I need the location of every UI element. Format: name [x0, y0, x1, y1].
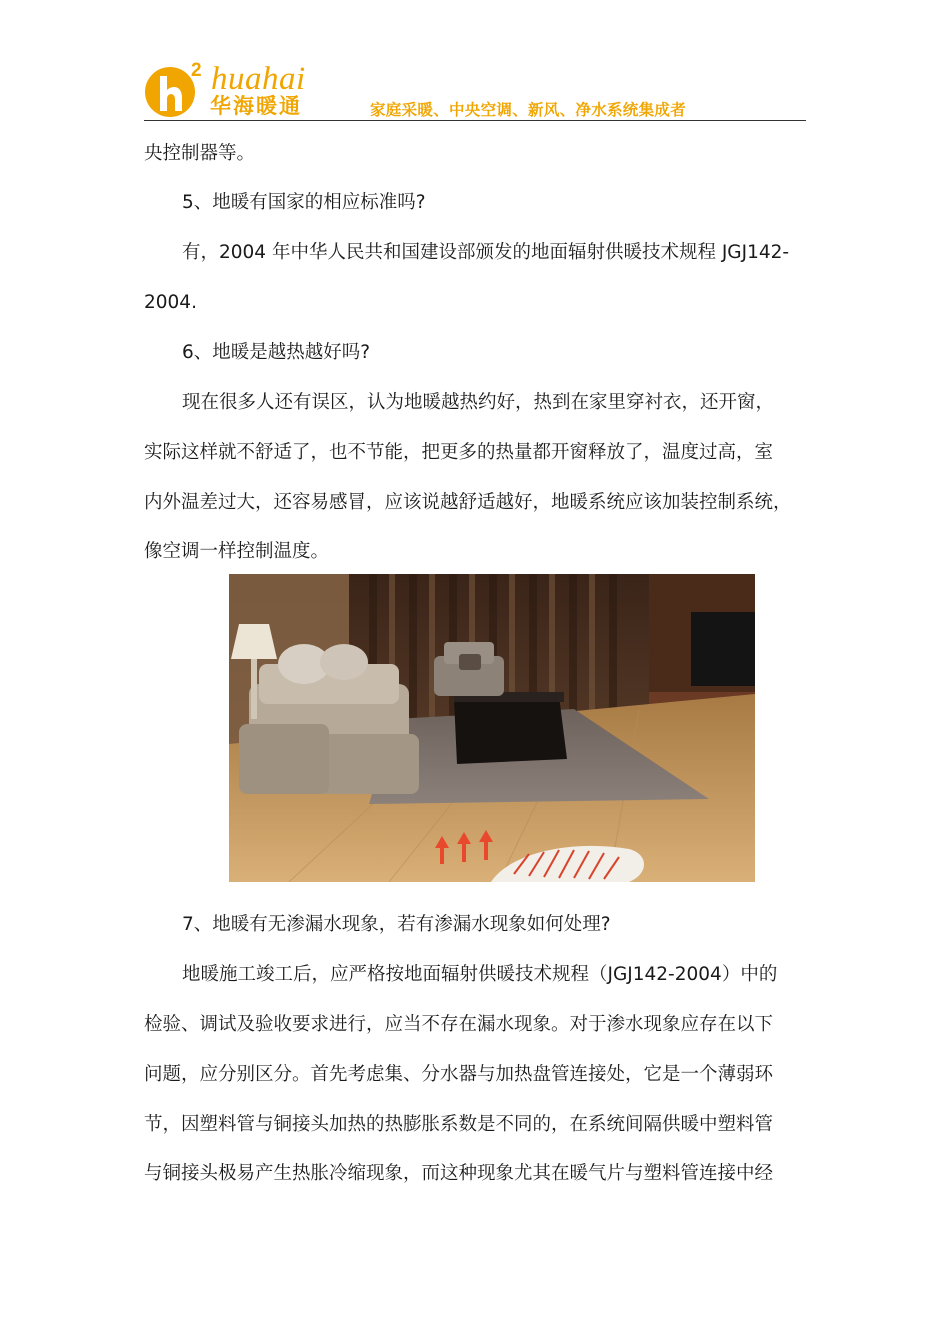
paragraph-line: 内外温差过大，还容易感冒，应该说越舒适越好，地暖系统应该加装控制系统， [144, 492, 792, 513]
logo-h-mark-icon [144, 66, 196, 118]
header-tagline: 家庭采暖、中央空调、新风、净水系统集成者 [370, 101, 687, 119]
paragraph-line: 现在很多人还有误区，认为地暖越热约好，热到在家里穿衬衣，还开窗， [182, 392, 775, 413]
paragraph-line: 问题，应分别区分。首先考虑集、分水器与加热盘管连接处，它是一个薄弱环 [144, 1064, 774, 1085]
logo-wordmark-cn: 华海暖通 [210, 94, 302, 118]
paragraph-line: 有，2004 年中华人民共和国建设部颁发的地面辐射供暖技术规程 JGJ142- [182, 242, 790, 263]
page-header [144, 60, 806, 122]
paragraph-line: 实际这样就不舒适了，也不节能，把更多的热量都开窗释放了，温度过高，室 [144, 442, 774, 463]
header-divider [144, 120, 806, 121]
question-heading: 7、地暖有无渗漏水现象，若有渗漏水现象如何处理? [182, 914, 611, 935]
paragraph-line: 央控制器等。 [144, 143, 256, 164]
paragraph-line: 像空调一样控制温度。 [144, 541, 330, 562]
living-room-floor-heating-photo [229, 574, 755, 882]
logo-wordmark-en: huahai [211, 61, 306, 97]
paragraph-line: 检验、调试及验收要求进行，应当不存在漏水现象。对于渗水现象应存在以下 [144, 1014, 774, 1035]
logo-superscript: 2 [191, 60, 202, 81]
paragraph-line: 2004. [144, 292, 197, 313]
paragraph-line: 地暖施工竣工后，应严格按地面辐射供暖技术规程（JGJ142-2004）中的 [182, 964, 778, 985]
question-heading: 6、地暖是越热越好吗? [182, 342, 371, 363]
question-heading: 5、地暖有国家的相应标准吗? [182, 192, 426, 213]
paragraph-line: 与铜接头极易产生热胀冷缩现象，而这种现象尤其在暖气片与塑料管连接中经 [144, 1163, 774, 1184]
paragraph-line: 节，因塑料管与铜接头加热的热膨胀系数是不同的，在系统间隔供暖中塑料管 [144, 1114, 774, 1135]
huahai-logo [144, 60, 314, 120]
